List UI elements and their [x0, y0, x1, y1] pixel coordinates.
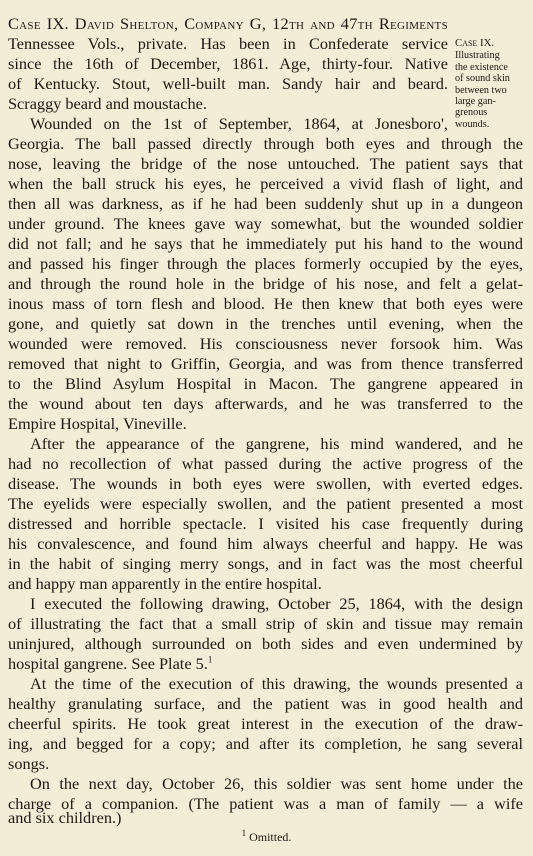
text-line: under ground. The knees gave way somewhat, but the wounded soldier — [8, 214, 523, 233]
paragraph-start-line: I executed the following drawing, October 25, 1864, with the design — [30, 594, 523, 613]
margin-note — [455, 38, 527, 130]
margin-note-line: of sound skin — [455, 73, 510, 85]
text-line: since the 16th of December, 1861. Age, thirty-four. Native — [8, 54, 448, 73]
text-line: to the Blind Asylum Hospital in Macon. The gangrene appeared in — [8, 374, 523, 393]
footnote-ref: 1 — [207, 654, 213, 665]
paragraph-start-line: At the time of the execution of this drawing, the wounds presented a — [30, 674, 523, 693]
margin-note-line: grenous — [455, 107, 488, 119]
text-line: removed that night to Griffin, Georgia, and was from thence transferred — [8, 354, 523, 373]
text-line: Georgia. The ball passed directly through both eyes and through the — [8, 134, 523, 153]
paragraph-start-line: On the next day, October 26, this soldier was sent home under the — [30, 774, 523, 793]
margin-note-line: the existence — [455, 61, 508, 73]
text-line: songs. — [8, 754, 50, 773]
text-line: The eyelids were especially swollen, and the patient presented a most — [8, 494, 523, 513]
text-line: in the habit of singing merry songs, and in fact was the most cheerful — [8, 554, 523, 573]
text-line: healthy granulating surface, and the patient was in good health and — [8, 694, 523, 713]
paragraph-start-line: Wounded on the 1st of September, 1864, at Jonesboro', — [30, 114, 448, 133]
text-line — [8, 654, 212, 674]
text-line: Scraggy beard and moustache. — [8, 94, 207, 113]
text-line: Empire Hospital, Vineville. — [8, 414, 187, 433]
text-line: did not fall; and he says that he immediately put his hand to the wound — [8, 234, 523, 253]
footnote-text: Omitted. — [249, 830, 292, 844]
text-line: ing, and begged for a copy; and after its completion, he sang several — [8, 734, 523, 753]
footnote — [0, 830, 533, 844]
case-heading-line: Case IX. David Shelton, Company G, 12th and 47th Regiments — [8, 14, 448, 33]
text-line: inous mass of torn flesh and blood. He then knew that both eyes were — [8, 294, 523, 313]
paragraph-start-line: After the appearance of the gangrene, his mind wandered, and he — [30, 434, 523, 453]
text-line: had no recollection of what passed during the active progress of the — [8, 454, 523, 473]
plate-reference: hospital gangrene. See Plate 5. — [8, 654, 208, 673]
text-line: when the ball struck his eyes, he perceived a vivid flash of light, and — [8, 174, 523, 193]
text-line: Tennessee Vols., private. Has been in Confederate service — [8, 34, 448, 53]
text-line: nose, leaving the bridge of the nose untouched. The patient says that — [8, 154, 523, 173]
text-line: and passed his finger through the places formerly occupied by the eyes, — [8, 254, 523, 273]
margin-note-case: Case IX. — [455, 37, 495, 49]
text-line: the wound about ten days afterwards, and he was transferred to the — [8, 394, 523, 413]
margin-note-line: Illustrating — [455, 50, 500, 62]
text-line: of illustrating the fact that a small strip of skin and tissue may remain — [8, 614, 523, 633]
text-line: and through the round hole in the bridge of his nose, and felt a gelat- — [8, 274, 523, 293]
text-line: his convalescence, and found him always cheerful and happy. He was — [8, 534, 523, 553]
text-line: then all was darkness, as if he had been suddenly shut up in a dungeon — [8, 194, 523, 213]
text-line: and happy man apparently in the entire hospital. — [8, 574, 322, 593]
text-line: disease. The wounds in both eyes were swollen, with everted edges. — [8, 474, 523, 493]
text-line: uninjured, although surrounded on both sides and even undermined by — [8, 634, 523, 653]
text-line: cheerful spirits. He took great interest in the execution of the draw- — [8, 714, 523, 733]
text-line: distressed and horrible spectacle. I visited his case frequently during — [8, 514, 523, 533]
text-line: and six children.) — [8, 808, 122, 827]
margin-note-line: large gan- — [455, 96, 496, 108]
text-line: of Kentucky. Stout, well-built man. Sandy hair and beard. — [8, 74, 448, 93]
text-line: gone, and quietly sat down in the trenches until evening, when the — [8, 314, 523, 333]
margin-note-line: wounds. — [455, 118, 490, 130]
text-line: wounded were removed. His consciousness never forsook him. Was — [8, 334, 523, 353]
margin-note-line: between two — [455, 84, 507, 96]
text-line: charge of a companion. (The patient was a man of family — a wife — [8, 794, 523, 813]
footnote-marker: 1 — [241, 828, 247, 838]
